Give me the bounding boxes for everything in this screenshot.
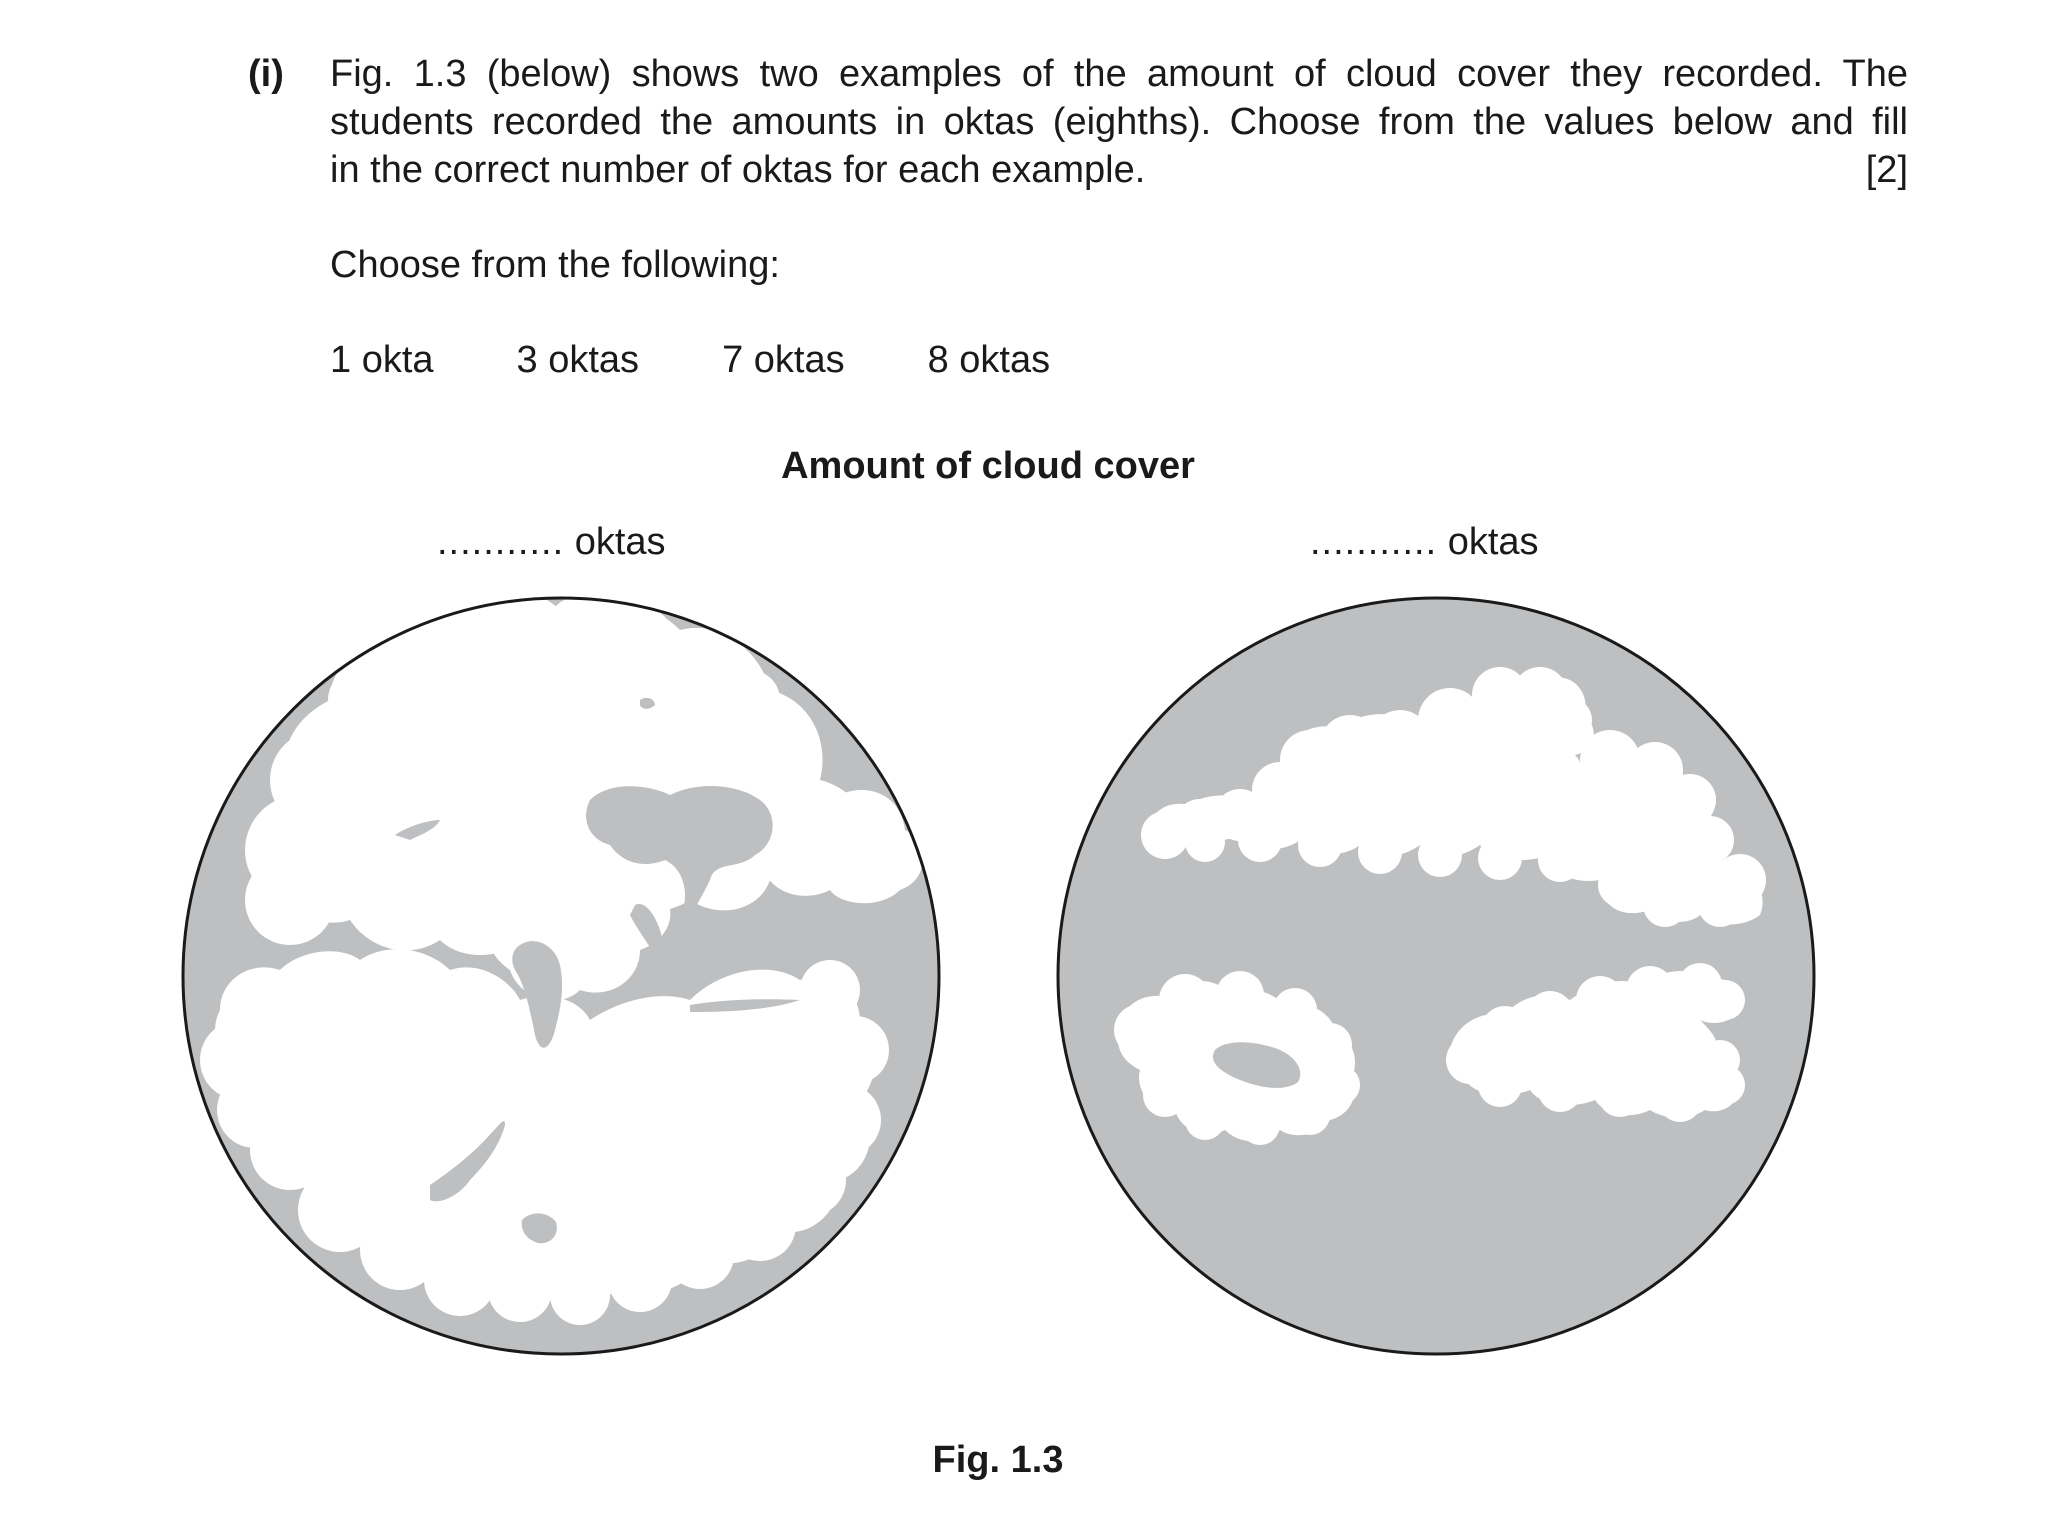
question-line-2: students recorded the amounts in oktas (eighths). Choose from the values below and fill [330, 101, 1908, 143]
option-8-oktas: 8 oktas [927, 339, 1051, 381]
question-number: (i) [248, 53, 284, 95]
option-1-okta: 1 okta [330, 339, 434, 381]
question-line-3: in the correct number of oktas for each example. [330, 149, 1146, 191]
figure-caption: Fig. 1.3 [932, 1439, 1064, 1481]
option-7-oktas: 7 oktas [722, 339, 845, 381]
question-line-1: Fig. 1.3 (below) shows two examples of the amount of cloud cover they recorded. The [330, 53, 1908, 95]
figure-title: Amount of cloud cover [781, 445, 1195, 487]
choose-prompt: Choose from the following: [330, 244, 780, 286]
left-sky-disc [183, 589, 939, 1354]
left-answer-blank[interactable]: ........... [437, 521, 565, 563]
left-answer-unit: oktas [574, 521, 666, 563]
right-answer-blank[interactable]: ........... [1310, 521, 1438, 563]
right-answer-unit: oktas [1447, 521, 1539, 563]
option-3-oktas: 3 oktas [516, 339, 640, 381]
marks-label: [2] [1865, 149, 1908, 191]
right-sky-disc [1058, 598, 1814, 1354]
